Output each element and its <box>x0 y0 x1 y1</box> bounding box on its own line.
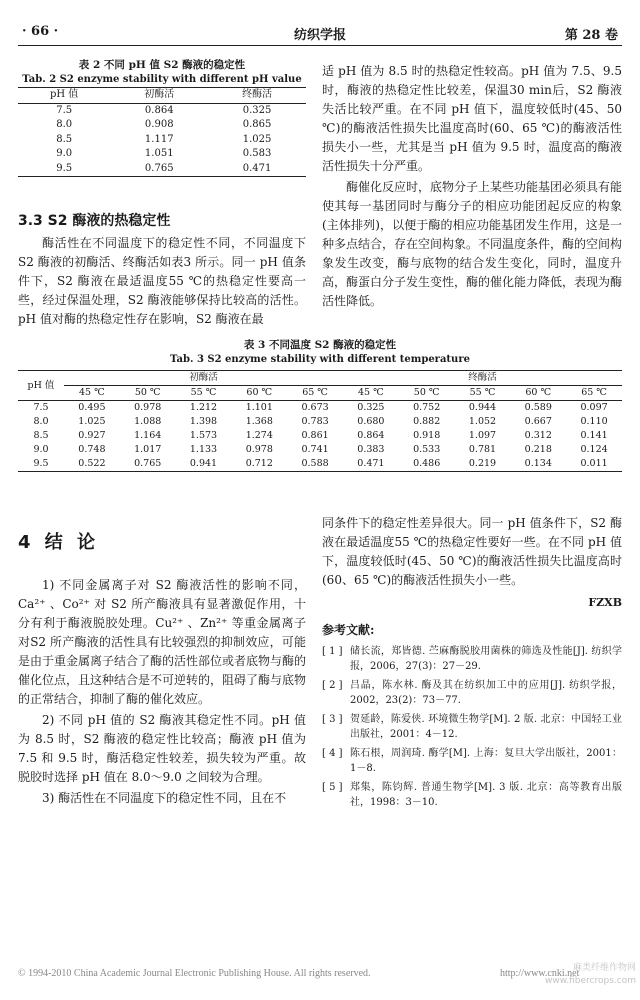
table-cell: 1.274 <box>245 430 273 441</box>
table3-header-initial: 初酶活 <box>64 371 343 386</box>
table-cell: 0.944 <box>468 402 497 413</box>
watermark-line: www.fibercrops.com <box>545 976 636 986</box>
reference-item <box>322 780 622 810</box>
table-cell: 0.486 <box>413 458 441 469</box>
table-cell: 1.368 <box>245 416 273 427</box>
reference-number: [ 4 ] <box>322 748 343 759</box>
table-cell: 0.522 <box>78 458 106 469</box>
table3-title-en: Tab. 3 S2 enzyme stability with different temperature <box>170 354 470 365</box>
references-title: 参考文献: <box>322 623 375 637</box>
table-row <box>18 162 306 177</box>
table-cell: 0.864 <box>357 430 385 441</box>
temp-header: 60 ℃ <box>510 386 566 401</box>
table-cell: 8.5 <box>33 430 49 441</box>
table-row <box>18 103 306 118</box>
reference-number: [ 5 ] <box>322 782 343 793</box>
table-row <box>18 429 622 443</box>
table-row <box>18 401 622 416</box>
page-number: · 66 · <box>22 24 59 39</box>
table-row <box>18 147 306 162</box>
table-cell: 1.133 <box>189 444 218 455</box>
table-cell: 0.882 <box>413 416 441 427</box>
table-cell: 0.312 <box>524 430 552 441</box>
table-row <box>18 133 306 148</box>
table-row <box>18 118 306 133</box>
table-cell: 1.025 <box>242 133 272 145</box>
table-cell: 0.978 <box>134 402 162 413</box>
table2-header-initial: 初酶活 <box>110 88 208 104</box>
table-cell: 0.908 <box>144 119 174 130</box>
table-cell: 1.398 <box>189 416 218 427</box>
reference-number: [ 3 ] <box>322 714 343 725</box>
cnki-link[interactable]: http://www.cnki.net <box>500 968 580 979</box>
reference-text: 吕晶，陈水林. 酶及其在纺织加工中的应用[J]. 纺织学报，2002，23(2)：73－77. <box>350 680 622 706</box>
table-cell: 0.752 <box>413 402 441 413</box>
table-cell: 0.861 <box>301 430 329 441</box>
table-cell: 0.680 <box>357 416 385 427</box>
table-cell: 0.011 <box>580 458 608 469</box>
table-cell: 9.0 <box>33 444 49 455</box>
table-cell: 8.0 <box>33 416 49 427</box>
table3-title-cn: 表 3 不同温度 S2 酶液的稳定性 <box>243 339 397 351</box>
table-cell: 1.164 <box>134 430 162 441</box>
reference-text: 储长流，郑皆德. 苎麻酶脱胶用菌株的筛选及性能[J]. 纺织学报，2006，27(3)：27－29. <box>350 646 622 672</box>
table-cell: 0.927 <box>78 430 106 441</box>
table2-header-final: 终酶活 <box>208 88 306 104</box>
table-cell: 0.765 <box>134 458 162 469</box>
temp-header: 65 ℃ <box>287 386 343 401</box>
journal-name: 纺织学报 <box>293 28 346 43</box>
table2-block <box>18 58 306 177</box>
table-row <box>18 415 622 429</box>
table-cell: 7.5 <box>56 104 73 116</box>
table2-title-cn: 表 2 不同 pH 值 S2 酶液的稳定性 <box>78 59 246 71</box>
table-cell: 1.017 <box>134 444 162 455</box>
table-cell: 0.589 <box>524 402 552 413</box>
table-cell: 0.748 <box>78 444 106 455</box>
table-cell: 1.097 <box>468 430 497 441</box>
table-cell: 1.117 <box>144 133 174 145</box>
copyright-footer: © 1994-2010 China Academic Journal Electronic Publishing House. All rights reserved. <box>18 968 371 979</box>
reference-text: 贺延龄，陈爱侠. 环境微生物学[M]. 2 版. 北京：中国轻工业出版社，2001：4－12. <box>350 714 622 740</box>
reference-number: [ 1 ] <box>322 646 343 657</box>
section-4-continued <box>322 514 622 810</box>
table-cell: 9.5 <box>56 162 73 174</box>
table-cell: 1.573 <box>189 430 218 441</box>
table-cell: 0.325 <box>357 402 385 413</box>
table-cell: 0.712 <box>245 458 273 469</box>
conclusion-2: 2) 不同 pH 值的 S2 酶液其稳定性不同。pH 值为 8.5 时，S2 酶液的稳定性比较高；酶液 pH 值为 7.5 和 9.5 时，酶活稳定性较差，损失较为严重。故脱胶时选择 pH 值在 8.0～9.0 之间较为合理。 <box>18 713 306 784</box>
table-cell: 0.978 <box>245 444 273 455</box>
watermark <box>545 962 636 988</box>
volume-label: 第 28 卷 <box>564 28 618 43</box>
conclusion-3: 3) 酶活性在不同温度下的稳定性不同，且在不 <box>42 791 287 805</box>
table-cell: 0.667 <box>524 416 552 427</box>
table-cell: 0.865 <box>242 119 272 130</box>
table-cell: 0.781 <box>468 444 497 455</box>
table-cell: 0.783 <box>301 416 329 427</box>
reference-number: [ 2 ] <box>322 680 343 691</box>
table-cell: 8.0 <box>56 119 73 130</box>
table-cell: 0.141 <box>580 430 608 441</box>
watermark-line: 麻类纤维作物网 <box>572 963 636 973</box>
table3-body <box>18 401 622 472</box>
table-cell: 0.583 <box>242 148 272 159</box>
table3-header-final: 终酶活 <box>343 371 622 386</box>
table-cell: 0.588 <box>301 458 329 469</box>
table-cell: 0.325 <box>242 104 272 116</box>
table-cell: 0.741 <box>301 444 329 455</box>
table-cell: 0.218 <box>524 444 552 455</box>
section-3-3-title: 3.3 S2 酶液的热稳定性 <box>18 213 171 229</box>
table-row <box>18 443 622 457</box>
table-cell: 0.110 <box>580 416 608 427</box>
temp-header: 50 ℃ <box>120 386 176 401</box>
section-4 <box>18 528 306 808</box>
reference-item <box>322 644 622 674</box>
table2 <box>18 87 306 177</box>
reference-item <box>322 712 622 742</box>
reference-item <box>322 678 622 708</box>
table3 <box>18 370 622 472</box>
right-column-text <box>322 62 622 311</box>
table-cell: 0.864 <box>144 104 174 116</box>
temp-header: 50 ℃ <box>399 386 455 401</box>
table3-header-ph: pH 值 <box>18 371 64 401</box>
page-header <box>18 20 622 46</box>
table-cell: 0.918 <box>413 430 441 441</box>
table-cell: 1.088 <box>134 416 162 427</box>
table-cell: 9.5 <box>33 458 49 469</box>
temp-header: 55 ℃ <box>176 386 232 401</box>
table-cell: 1.051 <box>144 148 174 159</box>
conclusion-1: 1) 不同金属离子对 S2 酶液活性的影响不同，Ca²⁺ 、Co²⁺ 对 S2 所产酶液具有显著激促作用，十分有利于酶液脱胶处理。Cu²⁺ 、Zn²⁺ 等重金属离子对S2 所产酶液的活性具有比较强烈的抑制效应，可能是由于重金属离子结合了酶的活性部位或者底物与酶的催化位点，且这种结合是不可逆转的，阻碍了酶与底物的正常结合，抑制了酶的催化效应。 <box>18 578 307 706</box>
reference-text: 郑集，陈钧辉. 普通生物学[M]. 3 版. 北京：高等教育出版社，1998：3－10. <box>350 782 622 808</box>
table-cell: 0.383 <box>357 444 385 455</box>
section-3-3-paragraph: 酶活性在不同温度下的稳定性不同，不同温度下S2 酶液的初酶活、终酶活如表3 所示。同一 pH 值条件下，S2 酶液在最适温度55 ℃的热稳定性要高一些，经过保温处理，S2 酶液能够保持比较高的活性。pH 值对酶的热稳定性存在影响，S2 酶液在最 <box>18 236 306 326</box>
table3-block <box>18 338 622 472</box>
table-cell: 8.5 <box>56 133 73 145</box>
table-cell: 1.052 <box>468 416 497 427</box>
table-cell: 1.212 <box>189 402 218 413</box>
section-3-3 <box>18 210 306 329</box>
table-row <box>18 457 622 472</box>
table2-header-ph: pH 值 <box>18 88 110 104</box>
temp-header: 45 ℃ <box>343 386 399 401</box>
table-cell: 0.765 <box>144 162 174 174</box>
table-cell: 0.495 <box>78 402 106 413</box>
table-cell: 0.673 <box>301 402 329 413</box>
reference-text: 陈石根，周润琦. 酶学[M]. 上海：复旦大学出版社，2001：1－8. <box>350 748 622 774</box>
table-cell: 1.101 <box>245 402 273 413</box>
table-cell: 0.941 <box>189 458 218 469</box>
table-cell: 0.097 <box>580 402 608 413</box>
paragraph-catalysis: 酶催化反应时，底物分子上某些功能基团必须具有能使其每一基团同时与酶分子的相应功能团起反应的构象(主体排列)，以便于酶的相应功能基团发生作用，这是一种多点结合，存在空间构象。不同温度条件，酶的空间构象发生改变，酶与底物的结合发生变化，同时，温度升高，酶蛋白分子发生变性，酶的催化能力降低，表现为酶活性降低。 <box>322 180 623 308</box>
table-cell: 7.5 <box>33 402 49 413</box>
temp-header: 60 ℃ <box>231 386 287 401</box>
conclusion-3-continued: 同条件下的稳定性差异很大。同一 pH 值条件下，S2 酶液在最适温度55 ℃的热稳定性要好一些。在不同 pH 值下，温度较低时(45、50 ℃)的酶液活性损失比温度高时(60、65 ℃)的酶液活性损失小一些。 <box>322 516 622 587</box>
temp-header: 45 ℃ <box>64 386 120 401</box>
temp-header: 55 ℃ <box>455 386 511 401</box>
table-cell: 9.0 <box>56 148 73 159</box>
table-cell: 0.134 <box>524 458 552 469</box>
table-cell: 0.471 <box>242 162 272 174</box>
table-cell: 0.124 <box>580 444 608 455</box>
temp-header: 65 ℃ <box>566 386 622 401</box>
section-4-title: 4 结 论 <box>18 532 100 553</box>
table-cell: 0.533 <box>413 444 441 455</box>
references-list <box>322 644 622 810</box>
table-cell: 1.025 <box>78 416 106 427</box>
table-cell: 0.219 <box>468 458 497 469</box>
reference-item <box>322 746 622 776</box>
journal-sign: FZXB <box>588 596 622 609</box>
table-cell: 0.471 <box>357 458 385 469</box>
table2-title-en: Tab. 2 S2 enzyme stability with different pH value <box>22 74 302 85</box>
paragraph-continued: 适 pH 值为 8.5 时的热稳定性较高。pH 值为 7.5、9.5 时，酶液的热稳定性比较差，保温30 min后，S2 酶液失活比较严重。在不同 pH 值下，温度较低时(45、50 ℃)的酶液活性损失比温度高时(60、65 ℃)的酶液活性损失小一些，尤其是当 pH 值为 9.5 时，温度高的酶液活性损失十分严重。 <box>322 64 622 173</box>
